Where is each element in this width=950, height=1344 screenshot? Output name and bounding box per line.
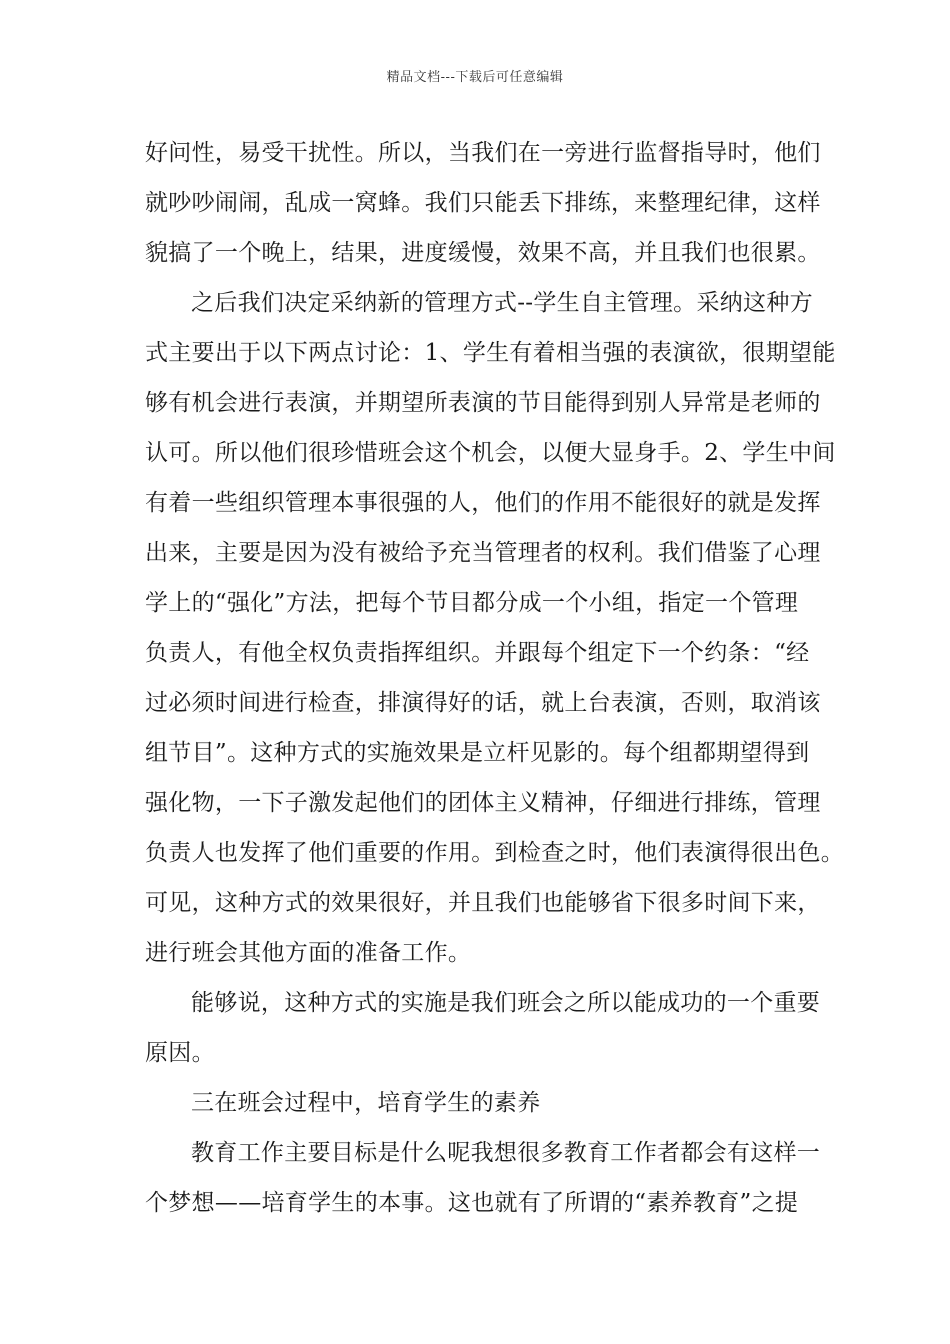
document-body [145,128,844,1228]
text-line: 貌搞了一个晚上，结果，进度缓慢，效果不高，并且我们也很累。 [145,240,821,266]
text-line: 过必须时间进行检查，排演得好的话，就上台表演，否则，取消该 [145,690,821,716]
section-heading: 三在班会过程中，培育学生的素养 [191,1090,541,1116]
text-line: 负责人，有他全权负责指挥组织。并跟每个组定下一个约条：“经 [145,640,810,666]
text-line: 出来，主要是因为没有被给予充当管理者的权利。我们借鉴了心理 [145,540,821,566]
paragraph-first-line: 教育工作主要目标是什么呢我想很多教育工作者都会有这样一 [191,1140,821,1166]
page-header: 精品文档---下载后可任意编辑 [386,70,564,85]
text-line: 学上的“强化”方法，把每个节目都分成一个小组，指定一个管理 [145,590,799,616]
paragraph-first-line: 之后我们决定采纳新的管理方式--学生自主管理。采纳这种方 [191,290,813,316]
text-line: 组节目”。这种方式的实施效果是立杆见影的。每个组都期望得到 [145,740,810,766]
paragraph-first-line: 能够说，这种方式的实施是我们班会之所以能成功的一个重要 [191,990,821,1016]
text-line: 好问性，易受干扰性。所以，当我们在一旁进行监督指导时，他们 [145,140,821,166]
text-line: 个梦想——培育学生的本事。这也就有了所谓的“素养教育”之提 [145,1190,799,1216]
text-line: 原因。 [145,1040,215,1066]
text-line: 进行班会其他方面的准备工作。 [145,940,472,966]
text-line: 负责人也发挥了他们重要的作用。到检查之时，他们表演得很出色。 [145,840,844,866]
text-line: 式主要出于以下两点讨论：1、学生有着相当强的表演欲，很期望能 [145,340,836,366]
text-line: 强化物，一下子激发起他们的团体主义精神，仔细进行排练，管理 [145,790,821,816]
text-line: 够有机会进行表演，并期望所表演的节目能得到别人异常是老师的 [145,390,821,416]
text-line: 可见，这种方式的效果很好，并且我们也能够省下很多时间下来， [145,890,821,916]
text-line: 认可。所以他们很珍惜班会这个机会，以便大显身手。2、学生中间 [145,440,836,466]
text-line: 有着一些组织管理本事很强的人，他们的作用不能很好的就是发挥 [145,490,821,516]
text-line: 就吵吵闹闹，乱成一窝蜂。我们只能丢下排练，来整理纪律，这样 [145,190,821,216]
